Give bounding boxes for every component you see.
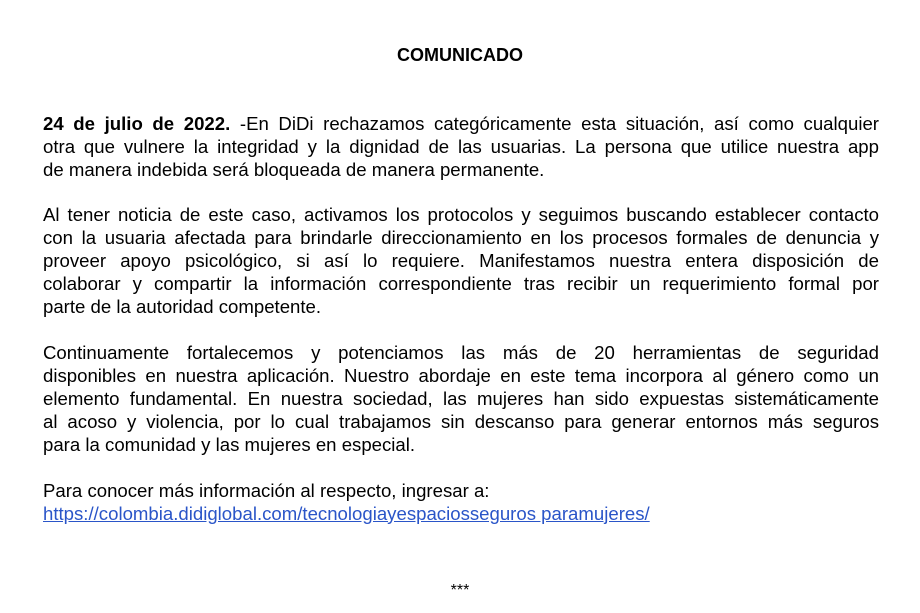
document-title: COMUNICADO xyxy=(397,45,523,65)
line: para la comunidad y las mujeres en especial. xyxy=(43,433,416,455)
line: con la usuaria afectada para brindarle direccionamiento en los procesos formales de denuncia y xyxy=(43,226,879,248)
line-text: -En DiDi rechazamos categóricamente esta situación, así como cualquier xyxy=(230,113,879,134)
line: proveer apoyo psicológico, si así lo requiere. Manifestamos nuestra entera disposición de xyxy=(43,249,879,271)
line: elemento fundamental. En nuestra sociedad, las mujeres han sido expuestas sistemáticamente xyxy=(43,387,879,409)
line: de manera indebida será bloqueada de manera permanente. xyxy=(43,158,545,180)
info-link[interactable]: https://colombia.didiglobal.com/tecnologiayespaciosseguros paramujeres/ xyxy=(43,502,650,524)
paragraph-statement xyxy=(43,113,879,182)
line: Continuamente fortalecemos y potenciamos las más de 20 herramientas de seguridad xyxy=(43,342,879,363)
line xyxy=(43,113,879,136)
paragraph-more-info xyxy=(43,480,879,526)
paragraph-security-tools xyxy=(43,342,879,456)
line: al acoso y violencia, por lo cual trabajamos sin descanso para generar entornos más seguros xyxy=(43,410,879,432)
paragraph-protocols xyxy=(43,204,879,318)
line xyxy=(43,503,879,526)
line: disponibles en nuestra aplicación. Nuestro abordaje en este tema incorpora al género como un xyxy=(43,364,879,386)
line: colaborar y compartir la información correspondiente tras recibir un requerimiento formal por xyxy=(43,272,879,294)
line: otra que vulnere la integridad y la dignidad de las usuarias. La persona que utilice nuestra app xyxy=(43,135,879,157)
end-marker: *** xyxy=(450,582,470,599)
line: Al tener noticia de este caso, activamos los protocolos y seguimos buscando establecer contacto xyxy=(43,204,879,225)
date: 24 de julio de 2022. xyxy=(43,113,231,134)
line: parte de la autoridad competente. xyxy=(43,295,322,317)
line: Para conocer más información al respecto, ingresar a: xyxy=(43,480,490,501)
